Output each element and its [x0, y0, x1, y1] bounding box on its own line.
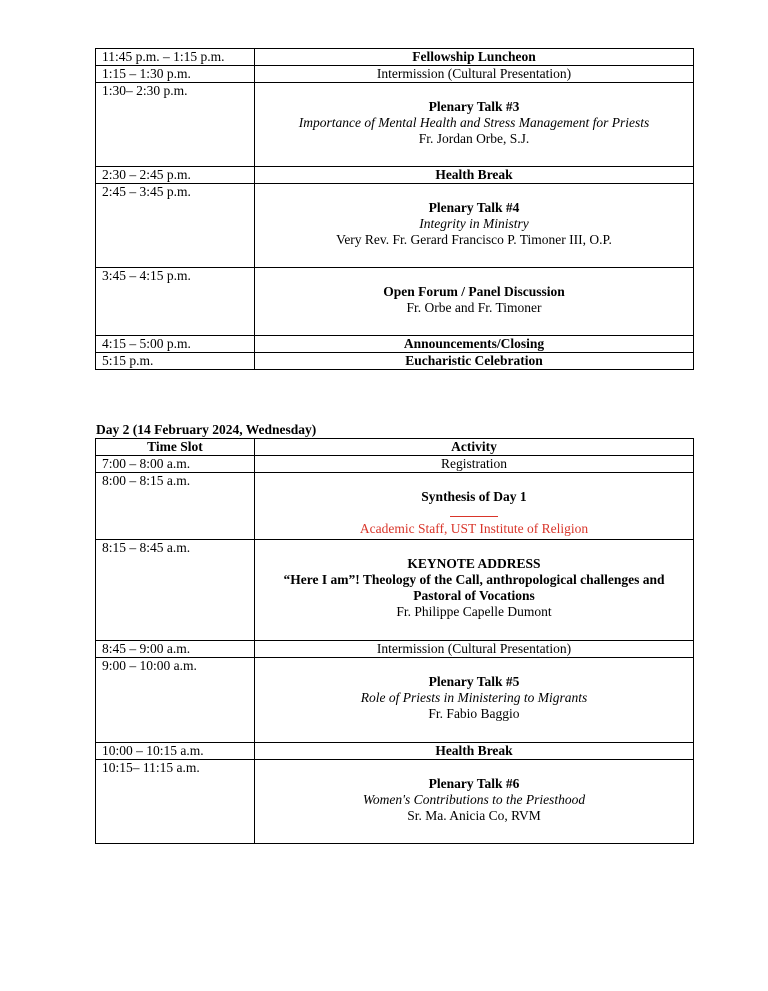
time-cell: 2:45 – 3:45 p.m. — [96, 184, 255, 268]
activity-title: Plenary Talk #4 — [428, 200, 520, 215]
activity-title: KEYNOTE ADDRESS — [407, 556, 541, 571]
table-row — [96, 473, 694, 540]
activity-speaker: Sr. Ma. Anicia Co, RVM — [407, 808, 541, 823]
time-cell: 1:15 – 1:30 p.m. — [96, 66, 255, 83]
activity-cell: Health Break — [255, 743, 694, 760]
time-cell: 3:45 – 4:15 p.m. — [96, 268, 255, 336]
activity-cell: Fellowship Luncheon — [255, 49, 694, 66]
activity-title: Plenary Talk #6 — [428, 776, 520, 791]
day1-schedule-table — [95, 48, 694, 370]
table-row — [96, 83, 694, 167]
activity-header: Activity — [255, 439, 694, 456]
activity-subtitle: Integrity in Ministry — [419, 216, 529, 231]
activity-title: Synthesis of Day 1 — [421, 489, 527, 504]
table-row — [96, 658, 694, 743]
table-row — [96, 760, 694, 844]
activity-subtitle: Role of Priests in Ministering to Migrants — [360, 690, 588, 705]
time-cell: 10:15– 11:15 a.m. — [96, 760, 255, 844]
time-cell: 1:30– 2:30 p.m. — [96, 83, 255, 167]
activity-title: Plenary Talk #3 — [428, 99, 520, 114]
table-row — [96, 167, 694, 184]
activity-cell — [255, 184, 694, 268]
keynote-title-line1: “Here I am”! Theology of the Call, anthropological challenges and — [283, 572, 665, 587]
activity-subtitle: Importance of Mental Health and Stress Management for Priests — [298, 115, 650, 130]
time-cell: 4:15 – 5:00 p.m. — [96, 336, 255, 353]
day2-heading: Day 2 (14 February 2024, Wednesday) — [96, 422, 317, 437]
activity-title: Plenary Talk #5 — [428, 674, 520, 689]
activity-cell — [255, 658, 694, 743]
time-slot-header: Time Slot — [96, 439, 255, 456]
time-cell: 10:00 – 10:15 a.m. — [96, 743, 255, 760]
red-divider — [261, 505, 687, 521]
activity-cell: Intermission (Cultural Presentation) — [255, 641, 694, 658]
activity-cell — [255, 760, 694, 844]
activity-cell — [255, 473, 694, 540]
activity-cell: Announcements/Closing — [255, 336, 694, 353]
table-row — [96, 641, 694, 658]
table-row — [96, 184, 694, 268]
day2-schedule-table — [95, 438, 694, 844]
activity-cell: Intermission (Cultural Presentation) — [255, 66, 694, 83]
time-cell: 8:00 – 8:15 a.m. — [96, 473, 255, 540]
table-header-row — [96, 439, 694, 456]
activity-speaker: Academic Staff, UST Institute of Religion — [359, 521, 589, 536]
time-cell: 11:45 p.m. – 1:15 p.m. — [96, 49, 255, 66]
activity-speaker: Fr. Philippe Capelle Dumont — [396, 604, 552, 619]
table-row — [96, 49, 694, 66]
table-row — [96, 353, 694, 370]
table-row — [96, 540, 694, 641]
time-cell: 2:30 – 2:45 p.m. — [96, 167, 255, 184]
activity-speaker: Fr. Jordan Orbe, S.J. — [418, 131, 530, 146]
time-cell: 5:15 p.m. — [96, 353, 255, 370]
time-cell: 9:00 – 10:00 a.m. — [96, 658, 255, 743]
time-cell: 8:45 – 9:00 a.m. — [96, 641, 255, 658]
activity-speaker: Fr. Orbe and Fr. Timoner — [406, 300, 542, 315]
activity-cell — [255, 83, 694, 167]
activity-cell: Health Break — [255, 167, 694, 184]
table-row — [96, 743, 694, 760]
time-cell: 8:15 – 8:45 a.m. — [96, 540, 255, 641]
activity-cell: Registration — [255, 456, 694, 473]
activity-cell — [255, 540, 694, 641]
activity-title: Open Forum / Panel Discussion — [383, 284, 565, 299]
table-row — [96, 456, 694, 473]
table-row — [96, 268, 694, 336]
table-row — [96, 336, 694, 353]
activity-cell: Eucharistic Celebration — [255, 353, 694, 370]
table-row — [96, 66, 694, 83]
time-cell: 7:00 – 8:00 a.m. — [96, 456, 255, 473]
keynote-title-line2: Pastoral of Vocations — [413, 588, 535, 603]
activity-speaker: Fr. Fabio Baggio — [428, 706, 520, 721]
activity-cell — [255, 268, 694, 336]
activity-subtitle: Women's Contributions to the Priesthood — [362, 792, 586, 807]
activity-speaker: Very Rev. Fr. Gerard Francisco P. Timoner III, O.P. — [336, 232, 612, 247]
